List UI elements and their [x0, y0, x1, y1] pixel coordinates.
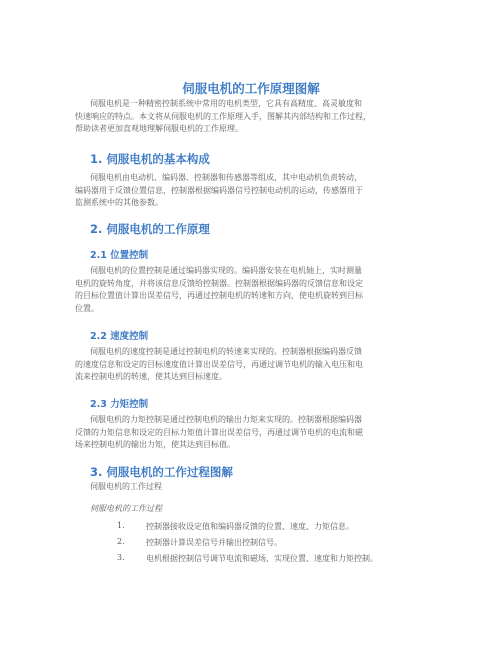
paragraph-line: 伺服电机的位置控制是通过编码器实现的。编码器安装在电机轴上，实时测量 — [90, 266, 362, 275]
paragraph-line: 的速度信息和设定的目标速度值计算出误差信号，再通过调节电机的输入电压和电 — [75, 359, 363, 369]
paragraph-line: 伺服电机由电动机、编码器、控制器和传感器等组成，其中电动机负责转动， — [90, 173, 362, 182]
subsection-2-3-heading: 2.3 力矩控制 — [90, 399, 149, 410]
section-1-paragraph — [75, 172, 435, 210]
paragraph-line: 场来控制电机的输出力矩，使其达到目标值。 — [75, 440, 235, 450]
step-number: 2. — [117, 537, 125, 546]
paragraph-line: 伺服电机的力矩控制是通过控制电机的输出力矩来实现的。控制器根据编码器 — [90, 415, 362, 424]
section-3-caption: 伺服电机的工作过程 — [90, 482, 162, 491]
step-text: 控制器接收设定值和编码器反馈的位置、速度、力矩信息。 — [146, 522, 354, 531]
subsection-2-2-paragraph — [75, 346, 435, 384]
section-1-heading: 1. 伺服电机的基本构成 — [90, 152, 210, 166]
step-text: 控制器计算误差信号并输出控制信号。 — [146, 538, 282, 547]
section-2-heading: 2. 伺服电机的工作原理 — [90, 222, 210, 236]
paragraph-line: 反馈的力矩信息和设定的目标力矩值计算出误差信号，再通过调节电机的电流和磁 — [75, 427, 363, 437]
paragraph-line: 电机的旋转角度，并将该信息反馈给控制器。控制器根据编码器的反馈信息和设定 — [75, 278, 363, 288]
subsection-2-2-heading: 2.2 速度控制 — [90, 331, 149, 342]
subsection-2-1-heading: 2.1 位置控制 — [90, 250, 149, 261]
intro-paragraph — [75, 98, 435, 136]
intro-line: 快速响应的特点。本文将从伺服电机的工作原理入手，图解其内部结构和工作过程， — [75, 111, 371, 121]
section-3-heading: 3. 伺服电机的工作过程图解 — [90, 465, 233, 479]
subsection-2-1-paragraph — [75, 265, 435, 316]
step-text: 电机根据控制信号调节电流和磁场，实现位置、速度和力矩控制。 — [146, 554, 378, 563]
document-title: 伺服电机的工作原理图解 — [182, 81, 320, 96]
intro-line: 伺服电机是一种精密控制系统中常用的电机类型，它具有高精度、高灵敏度和 — [90, 99, 362, 108]
paragraph-line: 的目标位置值计算出误差信号，再通过控制电机的转速和方向，使电机旋转到目标 — [75, 291, 363, 301]
paragraph-line: 伺服电机的速度控制是通过控制电机的转速来实现的。控制器根据编码器反馈 — [90, 347, 362, 356]
paragraph-line: 位置。 — [75, 304, 99, 314]
subsection-2-3-paragraph — [75, 414, 435, 452]
paragraph-line: 流来控制电机的转速，使其达到目标速度。 — [75, 372, 227, 382]
step-number: 3. — [117, 553, 125, 562]
step-number: 1. — [117, 521, 125, 530]
intro-line: 帮助读者更加直观地理解伺服电机的工作原理。 — [75, 124, 243, 134]
paragraph-line: 监测系统中的其他参数。 — [75, 198, 163, 208]
section-3-italic-label: 伺服电机的工作过程 — [90, 504, 162, 513]
paragraph-line: 编码器用于反馈位置信息，控制器根据编码器信号控制电动机的运动，传感器用于 — [75, 185, 363, 195]
